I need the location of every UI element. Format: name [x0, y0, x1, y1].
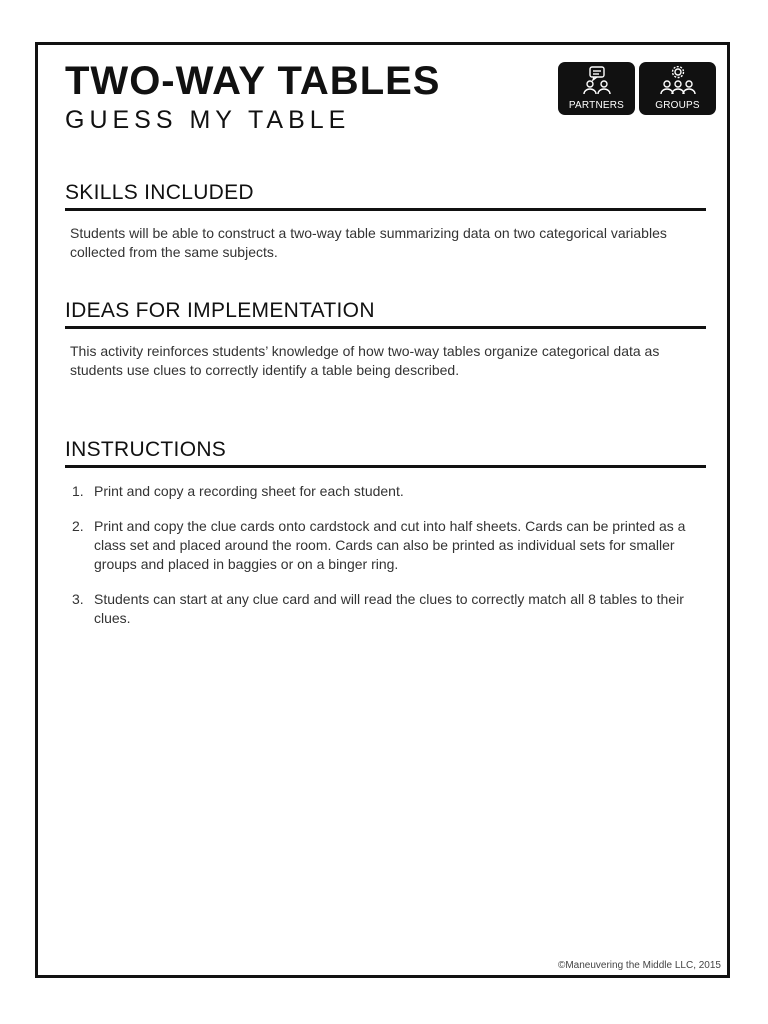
groups-icon [658, 66, 698, 96]
skills-heading: SKILLS INCLUDED [65, 181, 706, 211]
partners-icon [579, 66, 615, 96]
list-item [72, 590, 702, 628]
ideas-heading: IDEAS FOR IMPLEMENTATION [65, 299, 706, 329]
page-subtitle: GUESS MY TABLE [65, 106, 351, 134]
partners-badge [558, 62, 635, 115]
item-number: 3. [72, 591, 84, 607]
page-frame [35, 42, 730, 978]
item-text: Students can start at any clue card and will read the clues to correctly match all 8 tables to their clues. [94, 591, 684, 626]
instructions-list [72, 482, 702, 628]
instructions-heading: INSTRUCTIONS [65, 438, 706, 468]
groups-label: GROUPS [655, 100, 700, 111]
list-item [72, 517, 702, 574]
copyright-footer: ©Maneuvering the Middle LLC, 2015 [557, 960, 721, 971]
item-number: 1. [72, 483, 84, 499]
item-text: Print and copy a recording sheet for each student. [94, 483, 404, 499]
item-number: 2. [72, 518, 84, 534]
item-text: Print and copy the clue cards onto cardstock and cut into half sheets. Cards can be printed as a class set and placed around the room. Cards can also be printed as individual sets for smaller groups and placed in baggies or on a binger ring. [94, 518, 686, 572]
partners-label: PARTNERS [568, 100, 625, 111]
skills-text: Students will be able to construct a two-way table summarizing data on two categorical variables collected from the same subjects. [70, 225, 667, 260]
page-title: TWO-WAY TABLES [65, 59, 441, 103]
ideas-text: This activity reinforces students’ knowledge of how two-way tables organize categorical data as students use clues to correctly identify a table being described. [70, 343, 660, 378]
groups-badge [639, 62, 716, 115]
list-item [72, 482, 702, 501]
